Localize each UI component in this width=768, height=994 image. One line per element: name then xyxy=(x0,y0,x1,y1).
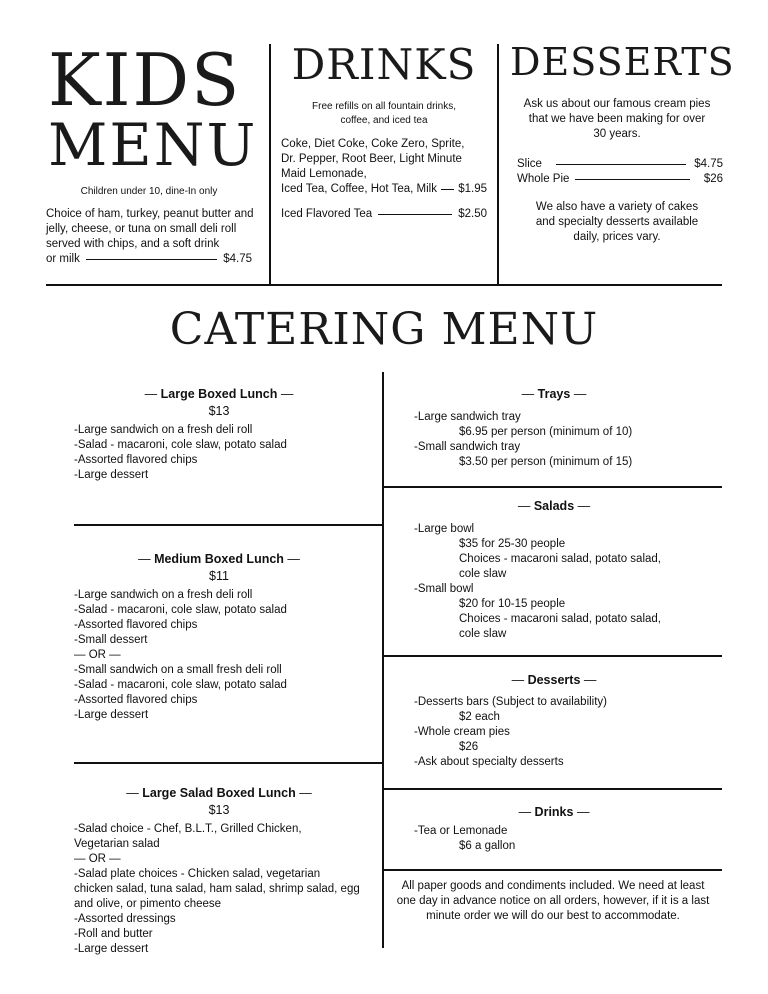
list-item: -Small dessert xyxy=(74,634,148,646)
large-salad-price: $13 xyxy=(208,803,230,817)
medium-boxed-heading: Medium Boxed Lunch xyxy=(154,552,284,566)
drinks-price-1: $1.95 xyxy=(458,183,487,195)
medium-boxed-price: $11 xyxy=(209,569,229,583)
catering-footer-note: All paper goods and condiments included. We need at least one day in advance notice on all orders, however, if it is a last minute order we will do our best to accommodate. xyxy=(396,880,710,922)
desserts-intro: Ask us about our famous cream pies that we have been making for over 30 years. xyxy=(523,98,711,140)
list-item: -Small sandwich on a small fresh deli roll xyxy=(74,664,282,676)
divider-right-2 xyxy=(383,655,722,657)
kids-last-word: or milk xyxy=(46,253,80,265)
drinks-title: DRINKS xyxy=(291,40,477,89)
salads-heading: Salads xyxy=(533,499,575,513)
trays-section xyxy=(414,386,694,470)
list-item: -Assorted flavored chips xyxy=(74,454,198,466)
whole-pie-label: Whole Pie xyxy=(517,173,570,185)
dash-left: — xyxy=(518,805,532,819)
dash-right: — xyxy=(576,805,590,819)
slice-row xyxy=(517,157,723,172)
list-item: -Large dessert xyxy=(74,943,149,955)
catering-desserts-heading: Desserts xyxy=(527,673,581,687)
list-item: -Assorted flavored chips xyxy=(74,694,198,706)
slice-price: $4.75 xyxy=(694,158,723,170)
list-item-detail: Choices - macaroni salad, potato salad, xyxy=(459,553,661,565)
medium-boxed-lunch xyxy=(74,551,364,723)
desserts-title: DESSERTS xyxy=(510,40,735,84)
list-item: -Salad - macaroni, cole slaw, potato salad xyxy=(74,679,287,691)
list-item: -Whole cream pies xyxy=(414,726,510,738)
kids-subtitle: Children under 10, dine-In only xyxy=(80,186,218,197)
large-boxed-lunch xyxy=(74,386,364,483)
list-item: -Large sandwich on a fresh deli roll xyxy=(74,424,253,436)
drinks-items: Coke, Diet Coke, Coke Zero, Sprite, Dr. Pepper, Root Beer, Light Minute Maid Lemonade, xyxy=(281,138,465,180)
divider-right-4 xyxy=(383,869,722,871)
list-item-detail: cole slaw xyxy=(459,568,507,580)
list-item: Vegetarian salad xyxy=(74,838,160,850)
list-item: -Large bowl xyxy=(414,523,475,535)
list-item: -Large dessert xyxy=(74,709,149,721)
dash-right: — xyxy=(299,786,312,800)
salads-section xyxy=(414,498,694,642)
list-item-price: $3.50 per person (minimum of 15) xyxy=(459,456,633,468)
list-item: -Salad - macaroni, cole slaw, potato salad xyxy=(74,439,287,451)
catering-center-divider xyxy=(382,372,384,948)
catering-desserts-section xyxy=(414,672,694,770)
drinks-price-row-1 xyxy=(281,182,487,197)
list-item-price: $20 for 10-15 people xyxy=(459,598,566,610)
catering-drinks-section xyxy=(414,804,694,854)
kids-price-row xyxy=(46,252,252,267)
list-item: -Tea or Lemonade xyxy=(414,825,508,837)
list-item: -Assorted dressings xyxy=(74,913,176,925)
iced-flavored-tea: Iced Flavored Tea xyxy=(281,208,373,220)
kids-title: KIDS xyxy=(48,38,242,122)
catering-drinks-heading: Drinks xyxy=(534,805,574,819)
large-salad-boxed-lunch xyxy=(74,785,364,957)
menu-title: MENU xyxy=(48,111,258,179)
drinks-price-row-2 xyxy=(281,207,487,222)
large-boxed-price: $13 xyxy=(208,404,230,418)
list-item: -Small sandwich tray xyxy=(414,441,521,453)
whole-pie-row xyxy=(517,172,723,187)
trays-heading: Trays xyxy=(537,387,571,401)
list-item: -Roll and butter xyxy=(74,928,153,940)
leader-line xyxy=(441,189,454,190)
leader-line xyxy=(575,179,689,180)
leader-line xyxy=(556,164,686,165)
list-item: -Assorted flavored chips xyxy=(74,619,198,631)
dash-left: — xyxy=(144,387,158,401)
dash-left: — xyxy=(511,673,525,687)
leader-line xyxy=(86,259,217,260)
list-item: -Large sandwich on a fresh deli roll xyxy=(74,589,253,601)
whole-pie-price: $26 xyxy=(703,173,723,185)
catering-title: CATERING MENU xyxy=(169,304,599,355)
divider-left-1 xyxy=(74,524,383,526)
list-item: -Large dessert xyxy=(74,469,149,481)
dash-right: — xyxy=(573,387,587,401)
list-item: chicken salad, tuna salad, ham salad, shrimp salad, egg xyxy=(74,883,360,895)
list-item: and olive, or pimento cheese xyxy=(74,898,222,910)
dash-right: — xyxy=(577,499,591,513)
list-item-detail: Choices - macaroni salad, potato salad, xyxy=(459,613,661,625)
dash-left: — xyxy=(138,552,151,566)
divider-top xyxy=(46,284,722,286)
drinks-price-2: $2.50 xyxy=(458,208,487,220)
list-item-detail: cole slaw xyxy=(459,628,507,640)
dash-right: — xyxy=(287,552,300,566)
divider-right-1 xyxy=(383,486,722,488)
list-item: -Small bowl xyxy=(414,583,474,595)
list-item: -Ask about specialty desserts xyxy=(414,756,564,768)
list-item-price: $6.95 per person (minimum of 10) xyxy=(459,426,633,438)
list-item-price: $2 each xyxy=(459,711,500,723)
dash-left: — xyxy=(517,499,531,513)
divider-right-3 xyxy=(383,788,722,790)
dash-left: — xyxy=(521,387,535,401)
drinks-last-line: Iced Tea, Coffee, Hot Tea, Milk xyxy=(281,183,437,195)
dash-left: — xyxy=(126,786,139,800)
drinks-refill-note: Free refills on all fountain drinks, coffee, and iced tea xyxy=(312,101,456,126)
slice-label: Slice xyxy=(517,158,542,170)
large-salad-heading: Large Salad Boxed Lunch xyxy=(142,786,296,800)
leader-line xyxy=(378,214,452,215)
list-item: -Salad plate choices - Chicken salad, vegetarian xyxy=(74,868,321,880)
list-item-price: $35 for 25-30 people xyxy=(459,538,566,550)
kids-description: Choice of ham, turkey, peanut butter and jelly, cheese, or tuna on small deli roll served with chips, and a soft drink xyxy=(46,208,254,250)
list-item-or: — OR — xyxy=(74,649,121,661)
divider-left-2 xyxy=(74,762,383,764)
desserts-note: We also have a variety of cakes and specialty desserts available daily, prices vary. xyxy=(535,201,699,243)
large-boxed-heading: Large Boxed Lunch xyxy=(160,387,278,401)
dash-right: — xyxy=(583,673,597,687)
list-item-price: $26 xyxy=(459,741,479,753)
dash-right: — xyxy=(280,387,294,401)
list-item-price: $6 a gallon xyxy=(459,840,516,852)
list-item: -Salad choice - Chef, B.L.T., Grilled Chicken, xyxy=(74,823,302,835)
list-item-or: — OR — xyxy=(74,853,121,865)
kids-price: $4.75 xyxy=(223,253,252,265)
list-item: -Desserts bars (Subject to availability) xyxy=(414,696,608,708)
list-item: -Large sandwich tray xyxy=(414,411,521,423)
list-item: -Salad - macaroni, cole slaw, potato salad xyxy=(74,604,287,616)
